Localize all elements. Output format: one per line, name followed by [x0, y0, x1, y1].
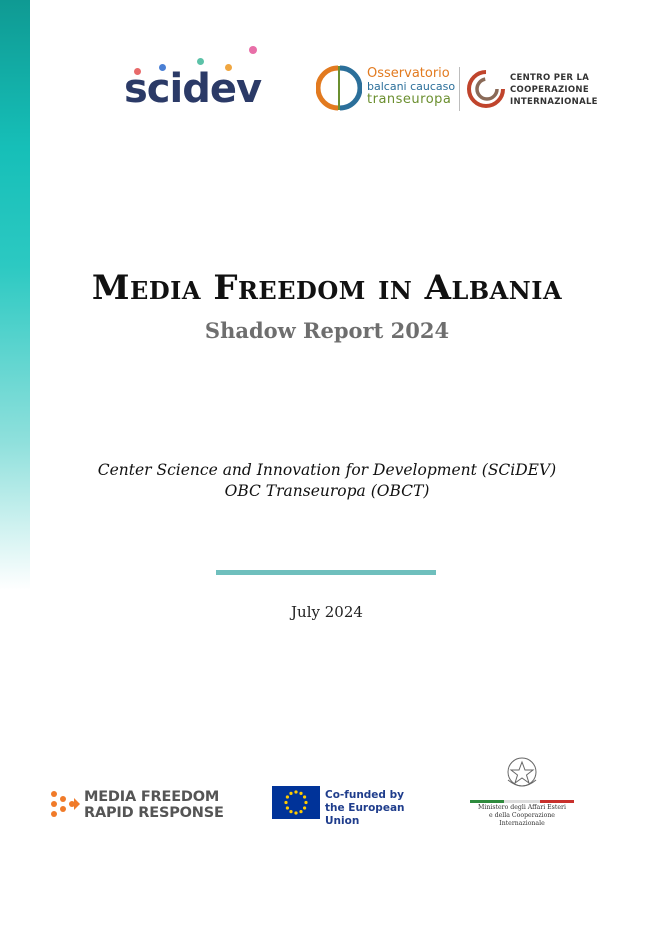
- authors-block: [0, 460, 654, 502]
- obct-line-2: balcani caucaso: [367, 80, 456, 93]
- accent-divider: [216, 570, 436, 575]
- scidev-logo: [124, 44, 269, 114]
- logo-dot: [197, 58, 204, 65]
- italian-emblem-icon: [468, 752, 576, 804]
- cci-emblem-icon: [466, 66, 506, 112]
- cci-line-1: CENTRO PER LA: [510, 73, 590, 83]
- eu-cofunded-logo: [272, 786, 432, 827]
- mae-line-1: Ministero degli Affari Esteri: [478, 804, 566, 811]
- cci-line-2: COOPERAZIONE: [510, 85, 589, 95]
- mfrr-line-1: MEDIA FREEDOM: [84, 789, 220, 805]
- cci-logo: [466, 66, 598, 114]
- mfrr-line-2: RAPID RESPONSE: [84, 805, 224, 821]
- report-date: July 2024: [291, 603, 363, 621]
- mae-logo: [468, 752, 576, 832]
- obct-line-3: transeuropa: [367, 92, 452, 107]
- logo-separator: [459, 67, 460, 111]
- obct-logo: [316, 64, 461, 114]
- mae-line-2: e della Cooperazione Internazionale: [489, 812, 555, 827]
- cci-line-3: INTERNAZIONALE: [510, 97, 598, 107]
- mfrr-logo: [50, 789, 235, 821]
- scidev-wordmark: scidev: [124, 66, 262, 112]
- author-line: Center Science and Innovation for Development (SCiDEV): [97, 461, 557, 479]
- mfrr-arrows-icon: [50, 789, 80, 819]
- author-line: OBC Transeuropa (OBCT): [224, 482, 430, 500]
- obct-emblem-icon: [316, 64, 362, 112]
- logo-dot: [249, 46, 257, 54]
- eu-line-2: the European Union: [325, 802, 405, 827]
- report-subtitle: Shadow Report 2024: [204, 318, 450, 343]
- eu-line-1: Co-funded by: [325, 789, 404, 801]
- obct-line-1: Osservatorio: [367, 66, 450, 81]
- eu-flag-icon: [272, 786, 320, 819]
- report-title: Media Freedom in Albania: [91, 268, 563, 308]
